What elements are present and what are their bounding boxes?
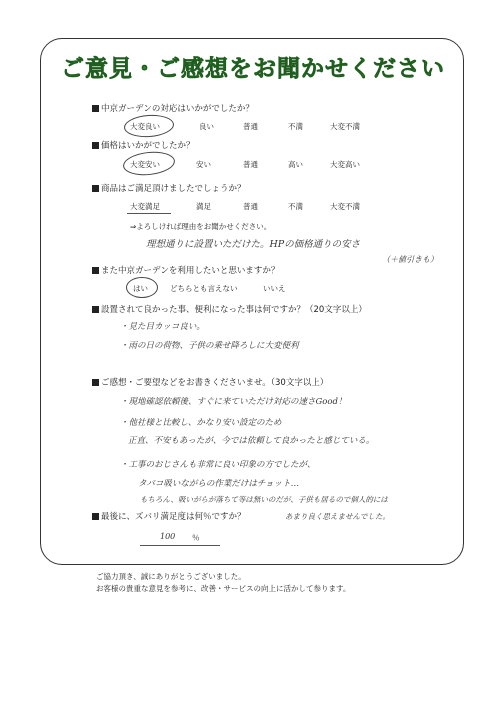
satisfaction-value[interactable]: 100: [160, 532, 176, 541]
feedback-line-3[interactable]: 正直、不安もあったが、今では依頼して良かったと感じている。: [128, 436, 375, 446]
option-product-very-dissatisfied[interactable]: 大変不満: [330, 202, 360, 211]
question-feedback: ご感想・ご要望などをお書きくださいませ。（30文字以上）: [92, 376, 328, 388]
option-service-good[interactable]: 良い: [199, 122, 214, 131]
footer-thanks: ご協力頂き、誠にありがとうございました。: [96, 572, 246, 581]
feedback-line-6[interactable]: もちろん、吸いがらが落ちて等は無いのだが、子供も居るので個人的には: [140, 495, 388, 504]
square-bullet-icon: [92, 267, 99, 274]
option-product-dissatisfied[interactable]: 不満: [288, 202, 303, 211]
benefit-answer-2[interactable]: ・雨の日の荷物、子供の乗せ降ろしに大変便利: [120, 341, 299, 351]
option-service-normal[interactable]: 普通: [243, 122, 258, 131]
selection-underline: [127, 213, 171, 214]
feedback-line-5[interactable]: タバコ吸いながらの作業だけはチョット…: [138, 479, 300, 489]
option-price-normal[interactable]: 普通: [243, 160, 258, 169]
option-price-very-cheap[interactable]: 大変安い: [130, 160, 160, 169]
reason-note: （＋値引きも）: [382, 255, 438, 264]
option-reuse-no[interactable]: いいえ: [263, 284, 286, 293]
feedback-line-1[interactable]: ・現地確認依頼後、すぐに来ていただけ対応の速さGood！: [120, 397, 347, 407]
question-satisfaction: 最後に、ズバリ満足度は何％ですか？: [92, 510, 246, 522]
option-price-very-expensive[interactable]: 大変高い: [330, 160, 360, 169]
reason-prompt: ⇒よろしければ理由をお聞かせください。: [130, 222, 272, 231]
option-service-very-good[interactable]: 大変良い: [130, 122, 160, 131]
question-product: 商品はご満足頂けましたでしょうか？: [92, 182, 246, 194]
feedback-line-2[interactable]: ・他社様と比較し、かなり安い設定のため: [120, 418, 282, 428]
question-price: 価格はいかがでしたか？: [92, 139, 195, 151]
square-bullet-icon: [92, 306, 99, 313]
question-benefits: 設置されて良かった事、便利になった事は何ですか？（20文字以上）: [92, 303, 367, 315]
option-service-dissatisfied[interactable]: 不満: [288, 122, 303, 131]
option-reuse-yes[interactable]: はい: [133, 284, 148, 293]
survey-title: ご意見・ご感想をお聞かせください: [61, 56, 445, 82]
feedback-line-4[interactable]: ・工事のおじさんも非常に良い印象の方でしたが、: [120, 460, 316, 470]
question-reuse: また中京ガーデンを利用したいと思いますか？: [92, 264, 279, 276]
option-price-cheap[interactable]: 安い: [196, 160, 211, 169]
square-bullet-icon: [92, 379, 99, 386]
square-bullet-icon: [92, 185, 99, 192]
satisfaction-underline: [140, 545, 220, 546]
footer-message: お客様の貴重な意見を参考に、改善・サービスの向上に活かして参ります。: [96, 584, 351, 593]
option-price-expensive[interactable]: 高い: [288, 160, 303, 169]
option-product-normal[interactable]: 普通: [243, 202, 258, 211]
option-reuse-neutral[interactable]: どちらとも言えない: [170, 284, 238, 293]
question-service: 中京ガーデンの対応はいかがでしたか？: [92, 102, 254, 114]
option-product-satisfied[interactable]: 満足: [196, 202, 211, 211]
satisfaction-unit: ％: [192, 533, 200, 542]
selection-circle: [126, 277, 158, 298]
benefit-answer-1[interactable]: ・見た目カッコ良い。: [120, 322, 205, 332]
option-service-very-dissatisfied[interactable]: 大変不満: [330, 122, 360, 131]
option-product-very-satisfied[interactable]: 大変満足: [130, 202, 160, 211]
feedback-line-7[interactable]: あまり良く思えませんでした。: [285, 512, 390, 521]
reason-answer[interactable]: 理想通りに設置いただけた。HPの価格通りの安さ: [146, 239, 361, 250]
square-bullet-icon: [92, 513, 99, 520]
square-bullet-icon: [92, 105, 99, 112]
square-bullet-icon: [92, 142, 99, 149]
